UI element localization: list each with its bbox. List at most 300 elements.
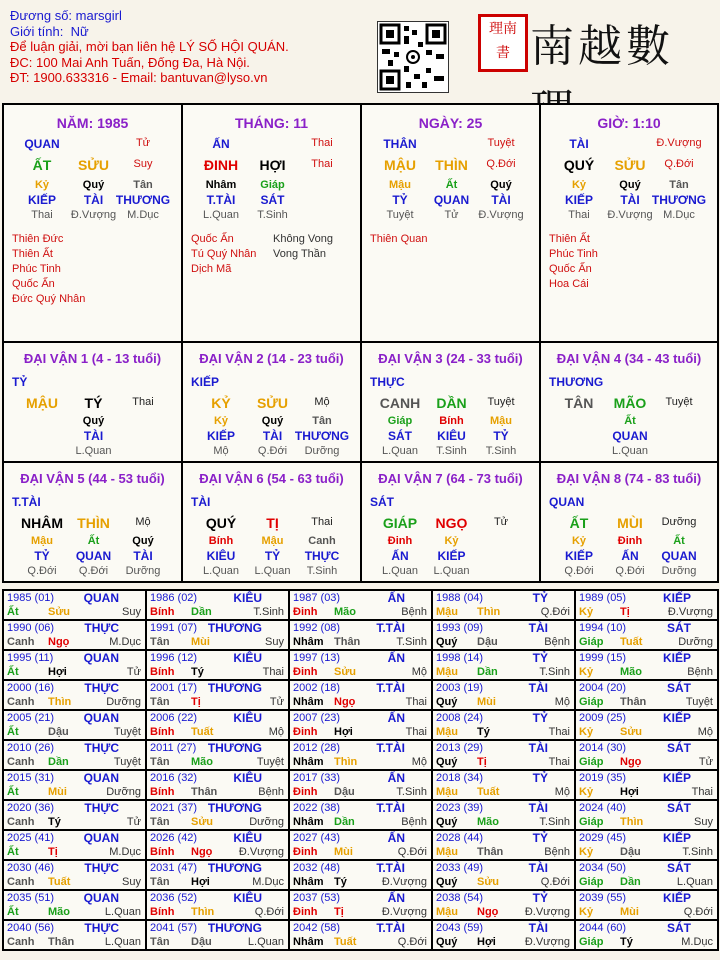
ten-god: SÁT xyxy=(370,495,394,509)
hidden-stem: Bính xyxy=(208,535,234,547)
star-name: Đức Quý Nhân xyxy=(12,293,86,305)
year-cell xyxy=(3,890,146,920)
year-cell xyxy=(146,860,289,890)
hidden-ten-god: TỶ xyxy=(34,549,50,563)
earthly-branch: THÌN xyxy=(435,157,468,173)
year-cell xyxy=(289,920,432,950)
ten-god: TỶ xyxy=(12,375,28,389)
year-ten-god: ẤN xyxy=(387,831,405,845)
year-cell xyxy=(432,590,575,620)
star-name: Phúc Tinh xyxy=(549,248,598,260)
year-cell xyxy=(3,680,146,710)
qr-code-icon xyxy=(377,21,449,93)
hidden-ten-god: KIÊU xyxy=(437,429,466,443)
year-branch: Mùi xyxy=(191,636,210,648)
year-cell xyxy=(146,830,289,860)
year-lifestage: Thai xyxy=(548,756,570,768)
year-cell xyxy=(289,590,432,620)
year-label: 2035 (51) xyxy=(7,892,55,904)
year-branch: Dậu xyxy=(191,936,212,948)
year-cell xyxy=(289,860,432,890)
year-branch: Ngọ xyxy=(191,846,213,858)
year-cell xyxy=(432,860,575,890)
year-lifestage: T.Sinh xyxy=(396,786,427,798)
year-stem: Đinh xyxy=(293,726,318,738)
year-ten-god: QUAN xyxy=(83,831,119,845)
hidden-lifestage: M.Dục xyxy=(127,209,159,221)
year-ten-god: TỶ xyxy=(532,591,548,605)
year-cell xyxy=(575,590,718,620)
year-ten-god: THƯƠNG xyxy=(207,741,262,755)
heavenly-stem: GIÁP xyxy=(382,515,418,531)
year-stem: Canh xyxy=(7,696,35,708)
pillar-title: NĂM: 1985 xyxy=(56,115,129,131)
year-lifestage: Thai xyxy=(405,726,427,738)
year-label: 1993 (09) xyxy=(436,622,484,634)
year-ten-god: THƯƠNG xyxy=(207,921,262,935)
year-label: 1996 (12) xyxy=(150,652,198,664)
year-ten-god: T.TÀI xyxy=(376,861,405,875)
hidden-lifestage: Dưỡng xyxy=(661,565,697,577)
star-list xyxy=(549,232,598,292)
year-ten-god: KIÊU xyxy=(233,771,262,785)
phone-email-line: ĐT: 1900.633316 - Email: bantuvan@lyso.vn xyxy=(10,70,268,85)
hidden-ten-god: KIẾP xyxy=(564,549,593,563)
year-branch: Dậu xyxy=(48,726,69,738)
hidden-stem: Đinh xyxy=(617,535,643,547)
year-stem: Mậu xyxy=(436,726,458,738)
year-label: 2031 (47) xyxy=(150,862,198,874)
year-cell xyxy=(289,830,432,860)
year-branch: Mão xyxy=(620,666,642,678)
year-stem: Canh xyxy=(7,816,35,828)
earthly-branch: SỬU xyxy=(256,395,289,411)
year-label: 2001 (17) xyxy=(150,682,198,694)
year-cell xyxy=(432,830,575,860)
year-cell xyxy=(432,920,575,950)
year-label: 1989 (05) xyxy=(579,592,627,604)
year-branch: Dậu xyxy=(477,636,498,648)
hidden-ten-god: KIẾP xyxy=(27,193,56,207)
year-branch: Sửu xyxy=(477,876,500,888)
year-branch: Mão xyxy=(191,756,213,768)
year-branch: Tuất xyxy=(620,636,643,648)
year-ten-god: KIÊU xyxy=(233,591,262,605)
logo-text: 南越數 xyxy=(530,21,674,72)
year-stem: Mậu xyxy=(436,666,458,678)
stem-lifestage: Thai xyxy=(311,137,333,149)
year-branch: Mão xyxy=(334,606,356,618)
year-label: 2017 (33) xyxy=(293,772,341,784)
year-cell xyxy=(575,920,718,950)
year-branch: Dần xyxy=(48,756,69,768)
year-label: 2041 (57) xyxy=(150,922,198,934)
year-stem: Đinh xyxy=(293,786,318,798)
year-cell xyxy=(575,740,718,770)
ten-god: THƯƠNG xyxy=(549,375,604,389)
hidden-ten-god: TÀI xyxy=(83,429,104,443)
year-ten-god: KIÊU xyxy=(233,651,262,665)
branch-lifestage: Mộ xyxy=(135,516,151,528)
heavenly-stem: NHÂM xyxy=(21,515,63,531)
hidden-ten-god: QUAN xyxy=(433,193,470,207)
year-lifestage: Q.Đới xyxy=(397,936,427,948)
year-branch: Mão xyxy=(48,906,70,918)
year-lifestage: Mộ xyxy=(411,756,427,768)
hidden-stem: Tân xyxy=(312,415,332,427)
star-list xyxy=(191,232,256,277)
year-ten-god: ẤN xyxy=(387,711,405,725)
branch-lifestage: Mộ xyxy=(314,396,330,408)
hidden-ten-god: SÁT xyxy=(260,193,285,207)
hidden-lifestage: T.Sinh xyxy=(257,209,288,221)
seal-stamp: 理南 書 xyxy=(478,14,528,72)
dai-van-2 xyxy=(182,342,361,462)
pillar-title: NGÀY: 25 xyxy=(418,115,483,131)
year-ten-god: SÁT xyxy=(667,681,691,695)
year-lifestage: Mộ xyxy=(411,666,427,678)
year-lifestage: Q.Đới xyxy=(540,606,570,618)
year-label: 2019 (35) xyxy=(579,772,627,784)
year-ten-god: T.TÀI xyxy=(376,741,405,755)
heavenly-stem: MẬU xyxy=(26,395,58,411)
year-branch: Thân xyxy=(191,786,218,798)
year-ten-god: KIÊU xyxy=(233,891,262,905)
heavenly-stem: ẤT xyxy=(32,157,52,173)
year-lifestage: Q.Đới xyxy=(397,846,427,858)
stem-lifestage: Tuyệt xyxy=(487,137,515,149)
dai-van-6 xyxy=(182,462,361,582)
dai-van-title: ĐẠI VẬN 7 (64 - 73 tuổi) xyxy=(378,471,523,486)
hidden-ten-god: QUAN xyxy=(612,429,648,443)
hidden-lifestage: L.Quan xyxy=(381,445,419,457)
year-stem: Đinh xyxy=(293,906,318,918)
hidden-lifestage: Dưỡng xyxy=(125,565,161,577)
year-label: 2014 (30) xyxy=(579,742,627,754)
hidden-stem: Quý xyxy=(261,415,284,427)
year-cell xyxy=(289,710,432,740)
year-stem: Ất xyxy=(7,606,19,618)
year-branch: Tị xyxy=(477,756,487,768)
year-cell xyxy=(3,860,146,890)
year-cell xyxy=(575,890,718,920)
year-stem: Giáp xyxy=(579,696,604,708)
ten-god: THÂN xyxy=(383,137,417,151)
year-stem: Nhâm xyxy=(293,876,324,888)
year-stem: Nhâm xyxy=(293,636,324,648)
year-lifestage: Bệnh xyxy=(258,786,284,798)
year-lifestage: T.Sinh xyxy=(253,606,284,618)
year-label: 1997 (13) xyxy=(293,652,341,664)
year-label: 2042 (58) xyxy=(293,922,341,934)
year-lifestage: Mộ xyxy=(554,696,570,708)
year-stem: Kỷ xyxy=(579,906,594,918)
branch-lifestage: Thai xyxy=(132,396,154,408)
year-stem: Quý xyxy=(436,936,458,948)
dai-van-title: ĐẠI VẬN 3 (24 - 33 tuổi) xyxy=(378,351,523,366)
year-lifestage: Đ.Vượng xyxy=(667,606,713,618)
year-lifestage: Tử xyxy=(126,666,141,678)
year-label: 1999 (15) xyxy=(579,652,627,664)
year-cell xyxy=(3,590,146,620)
heavenly-stem: QUÝ xyxy=(563,157,595,173)
year-stem: Ất xyxy=(7,726,19,738)
hidden-stem: Quý xyxy=(82,415,105,427)
year-label: 1987 (03) xyxy=(293,592,341,604)
hidden-lifestage: Đ.Vượng xyxy=(478,209,524,221)
hidden-lifestage: L.Quan xyxy=(75,445,112,457)
year-stem: Đinh xyxy=(293,846,318,858)
year-cell xyxy=(575,680,718,710)
year-branch: Tị xyxy=(48,846,58,858)
year-lifestage: Tuyệt xyxy=(256,756,284,768)
hidden-ten-god: ẤN xyxy=(621,549,639,563)
year-label: 2028 (44) xyxy=(436,832,484,844)
year-stem: Canh xyxy=(7,936,35,948)
year-stem: Quý xyxy=(436,636,458,648)
year-branch: Tý xyxy=(191,666,204,678)
year-branch: Mùi xyxy=(48,786,67,798)
year-ten-god: SÁT xyxy=(667,921,691,935)
hidden-stem: Quý xyxy=(132,535,154,547)
year-branch: Mùi xyxy=(334,846,353,858)
year-lifestage: Tử xyxy=(126,816,141,828)
year-label: 2032 (48) xyxy=(293,862,341,874)
ten-god: T.TÀI xyxy=(12,495,41,509)
year-cell xyxy=(432,710,575,740)
year-label: 1994 (10) xyxy=(579,622,627,634)
hidden-ten-god: TỶ xyxy=(493,429,509,443)
dai-van-1 xyxy=(3,342,182,462)
heavenly-stem: MẬU xyxy=(384,157,416,173)
year-stem: Bính xyxy=(150,726,175,738)
year-cell xyxy=(575,800,718,830)
year-label: 2018 (34) xyxy=(436,772,484,784)
year-label: 2038 (54) xyxy=(436,892,484,904)
dai-van-title: ĐẠI VẬN 1 (4 - 13 tuổi) xyxy=(23,351,162,366)
year-lifestage: M.Dục xyxy=(252,876,284,888)
year-stem: Giáp xyxy=(579,936,604,948)
pillar-title: GIỜ: 1:10 xyxy=(597,115,661,131)
year-label: 2033 (49) xyxy=(436,862,484,874)
year-ten-god: TỶ xyxy=(532,711,548,725)
year-branch: Dần xyxy=(334,816,355,828)
year-stem: Nhâm xyxy=(293,936,324,948)
year-lifestage: Suy xyxy=(694,816,713,828)
year-label: 2012 (28) xyxy=(293,742,341,754)
year-label: 2008 (24) xyxy=(436,712,484,724)
year-label: 2030 (46) xyxy=(7,862,55,874)
year-stem: Bính xyxy=(150,846,175,858)
year-label: 2002 (18) xyxy=(293,682,341,694)
hidden-ten-god: KIẾP xyxy=(206,429,235,443)
hidden-stem: Tân xyxy=(133,179,153,191)
year-lifestage: L.Quan xyxy=(676,876,713,888)
year-lifestage: Bệnh xyxy=(544,846,570,858)
star-name: Quốc Ấn xyxy=(549,263,592,275)
hidden-ten-god: TÀI xyxy=(262,429,283,443)
year-ten-god: THƯƠNG xyxy=(207,801,262,815)
year-stem: Kỷ xyxy=(579,726,594,738)
year-branch: Mùi xyxy=(620,906,639,918)
year-ten-god: KIẾP xyxy=(662,891,691,905)
year-ten-god: THỰC xyxy=(84,741,119,755)
year-ten-god: T.TÀI xyxy=(376,681,405,695)
year-lifestage: Đ.Vượng xyxy=(524,906,570,918)
year-stem: Tân xyxy=(150,756,170,768)
year-cell xyxy=(3,830,146,860)
year-label: 1998 (14) xyxy=(436,652,484,664)
year-lifestage: Q.Đới xyxy=(683,906,713,918)
year-stem: Canh xyxy=(7,636,35,648)
year-lifestage: L.Quan xyxy=(247,936,284,948)
hidden-stem: Kỷ xyxy=(34,179,50,191)
year-cell xyxy=(3,740,146,770)
year-stem: Giáp xyxy=(579,756,604,768)
year-ten-god: QUAN xyxy=(83,591,119,605)
heavenly-stem: CANH xyxy=(379,395,421,411)
year-lifestage: L.Quan xyxy=(104,936,141,948)
year-branch: Thân xyxy=(477,846,504,858)
year-stem: Quý xyxy=(436,876,458,888)
dai-van-8 xyxy=(540,462,718,582)
year-branch: Hợi xyxy=(334,726,353,738)
year-branch: Dần xyxy=(191,606,212,618)
star-name: Thiên Quan xyxy=(370,233,428,245)
year-cell xyxy=(432,890,575,920)
year-stem: Quý xyxy=(436,756,458,768)
year-ten-god: QUAN xyxy=(83,651,119,665)
year-cell xyxy=(3,620,146,650)
year-cell xyxy=(432,770,575,800)
year-ten-god: TỶ xyxy=(532,771,548,785)
hidden-lifestage: Q.Đới xyxy=(257,445,288,457)
hidden-lifestage: Mộ xyxy=(213,445,229,457)
hidden-ten-god: THỰC xyxy=(304,549,340,563)
year-lifestage: Đ.Vượng xyxy=(238,846,284,858)
hidden-lifestage: L.Quan xyxy=(202,209,240,221)
hidden-ten-god: TÀI xyxy=(83,193,104,207)
hidden-lifestage: Q.Đới xyxy=(27,565,57,577)
dai-van-title: ĐẠI VẬN 5 (44 - 53 tuổi) xyxy=(20,471,165,486)
year-branch: Tuất xyxy=(334,936,357,948)
hidden-ten-god: QUAN xyxy=(661,549,697,563)
pillar-1 xyxy=(3,104,182,342)
year-cell xyxy=(289,890,432,920)
year-cell xyxy=(3,710,146,740)
year-ten-god: T.TÀI xyxy=(376,801,405,815)
year-lifestage: Bệnh xyxy=(687,666,713,678)
year-ten-god: TÀI xyxy=(528,861,548,875)
year-label: 1995 (11) xyxy=(7,652,54,664)
year-branch: Sửu xyxy=(620,726,643,738)
year-lifestage: Thai xyxy=(691,786,713,798)
year-branch: Ngọ xyxy=(620,756,642,768)
year-stem: Ất xyxy=(7,786,19,798)
year-lifestage: T.Sinh xyxy=(396,636,427,648)
year-branch: Tị xyxy=(334,906,344,918)
year-label: 2039 (55) xyxy=(579,892,627,904)
year-stem: Mậu xyxy=(436,606,458,618)
hidden-ten-god: TỶ xyxy=(264,549,281,563)
year-ten-god: KIẾP xyxy=(662,651,691,665)
hidden-lifestage: T.Sinh xyxy=(485,445,517,457)
hidden-ten-god: KIẾP xyxy=(564,193,593,207)
year-ten-god: THỰC xyxy=(84,921,119,935)
year-cell xyxy=(3,800,146,830)
year-ten-god: TÀI xyxy=(528,801,548,815)
hidden-ten-god: KIÊU xyxy=(206,549,236,563)
gender-label: Giới tính: xyxy=(10,23,64,39)
hidden-stem: Tân xyxy=(669,179,689,191)
star-name: Quốc Ấn xyxy=(12,278,55,290)
year-label: 2006 (22) xyxy=(150,712,198,724)
year-label: 2004 (20) xyxy=(579,682,627,694)
hidden-lifestage: Tử xyxy=(444,209,459,221)
hidden-stem: Bính xyxy=(439,415,464,427)
year-label: 2003 (19) xyxy=(436,682,484,694)
hidden-ten-god: SÁT xyxy=(388,429,412,443)
year-branch: Sửu xyxy=(48,606,71,618)
year-branch: Thìn xyxy=(477,606,501,618)
year-ten-god: THỰC xyxy=(84,861,119,875)
year-stem: Nhâm xyxy=(293,696,324,708)
hidden-stem: Ất xyxy=(673,535,685,547)
year-lifestage: T.Sinh xyxy=(539,816,570,828)
year-lifestage: Mộ xyxy=(554,786,570,798)
year-stem: Quý xyxy=(436,816,458,828)
year-label: 2022 (38) xyxy=(293,802,341,814)
year-lifestage: Tử xyxy=(698,756,713,768)
year-label: 2037 (53) xyxy=(293,892,341,904)
year-cell xyxy=(432,620,575,650)
ten-god: TÀI xyxy=(191,495,211,509)
dai-van-4 xyxy=(540,342,718,462)
year-ten-god: T.TÀI xyxy=(376,621,405,635)
year-cell xyxy=(3,920,146,950)
year-ten-god: TỶ xyxy=(532,891,548,905)
earthly-branch: THÌN xyxy=(77,515,110,531)
hidden-lifestage: Q.Đới xyxy=(78,565,109,577)
year-cell xyxy=(3,770,146,800)
year-ten-god: TỶ xyxy=(532,651,548,665)
year-label: 2021 (37) xyxy=(150,802,198,814)
year-ten-god: THỰC xyxy=(84,621,119,635)
year-stem: Mậu xyxy=(436,846,458,858)
year-ten-god: THƯƠNG xyxy=(207,681,262,695)
branch-lifestage: Dưỡng xyxy=(661,516,697,528)
hidden-lifestage: Q.Đới xyxy=(564,565,594,577)
year-cell xyxy=(146,650,289,680)
year-cell xyxy=(289,770,432,800)
hidden-lifestage: Tuyệt xyxy=(386,209,414,221)
year-ten-god: THỰC xyxy=(84,801,119,815)
year-cell xyxy=(575,860,718,890)
heavenly-stem: TÂN xyxy=(564,395,594,411)
year-stem: Tân xyxy=(150,636,170,648)
year-ten-god: ẤN xyxy=(387,591,405,605)
year-branch: Hợi xyxy=(191,876,210,888)
year-label: 2027 (43) xyxy=(293,832,341,844)
year-ten-god: KIẾP xyxy=(662,831,691,845)
hidden-stem: Giáp xyxy=(387,415,413,427)
hidden-ten-god: QUAN xyxy=(75,549,112,563)
year-branch: Thìn xyxy=(334,756,358,768)
year-label: 2016 (32) xyxy=(150,772,198,784)
contact-line: Để luận giải, mời bạn liên hệ LÝ SỐ HỘI QUÁN. xyxy=(10,39,289,54)
year-label: 2025 (41) xyxy=(7,832,55,844)
year-cell xyxy=(575,830,718,860)
